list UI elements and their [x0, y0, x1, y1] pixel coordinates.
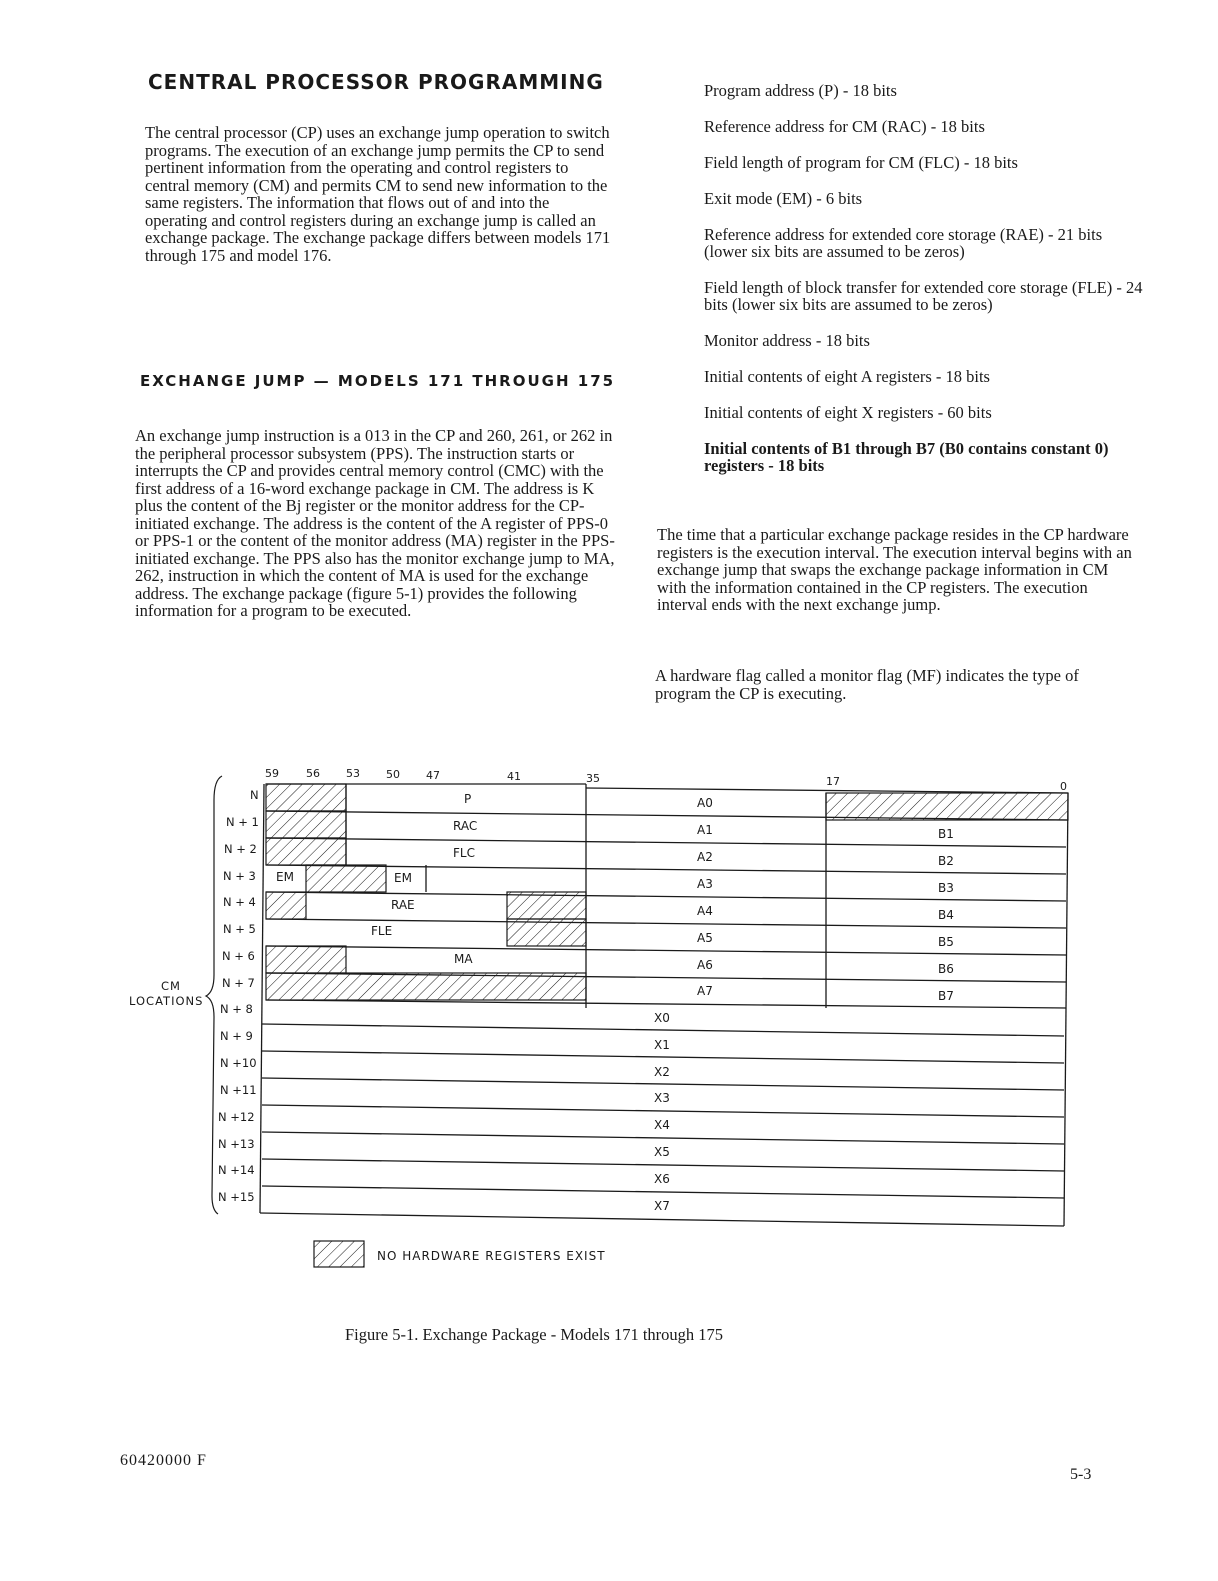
row-label: N + 8 [220, 1002, 253, 1016]
unused-bits-region [266, 784, 346, 811]
a-register-label: A3 [697, 877, 713, 891]
row-label: N + 1 [226, 815, 259, 829]
bit-label: 41 [507, 770, 521, 783]
unused-bits-region [266, 973, 586, 1000]
figure-caption: Figure 5-1. Exchange Package - Models 171 through 175 [345, 1325, 724, 1344]
page-number: 5-3 [1070, 1466, 1092, 1483]
row-label: N +12 [218, 1110, 255, 1124]
section-title: EXCHANGE JUMP — MODELS 171 THROUGH 175 [140, 372, 616, 390]
a-register-label: A2 [697, 850, 713, 864]
a-register-label: A6 [697, 958, 713, 972]
field-label-ma: MA [454, 952, 473, 966]
side-label: LOCATIONS [129, 994, 204, 1008]
row-label: N + 4 [223, 895, 256, 909]
side-label: CM [161, 979, 181, 993]
b-register-label: B5 [938, 935, 954, 949]
info-item: Program address (P) - 18 bits [704, 81, 897, 100]
legend-hatch-swatch [314, 1241, 364, 1267]
info-item: Field length of block transfer for extended core storage (FLE) - 24 bits (lower six bits are assumed to be zeros) [704, 278, 1143, 314]
info-item: Initial contents of eight A registers - 18 bits [704, 367, 990, 386]
bit-label: 35 [586, 772, 600, 785]
a-register-label: A1 [697, 823, 713, 837]
unused-bits-region [266, 811, 346, 838]
unused-bits-region [266, 892, 306, 919]
b-register-label: B1 [938, 827, 954, 841]
bit-label: 56 [306, 767, 320, 780]
row-label: N + 6 [222, 949, 255, 963]
field-label-fle: FLE [371, 924, 393, 938]
bit-label: 17 [826, 775, 840, 788]
row-label: N +13 [218, 1137, 255, 1151]
bit-label: 47 [426, 769, 440, 782]
document-number: 60420000 F [120, 1452, 207, 1469]
unused-bits-region [306, 865, 386, 892]
b-register-label: B4 [938, 908, 954, 922]
x-register-label: X1 [654, 1038, 670, 1052]
info-item: Field length of program for CM (FLC) - 18 bits [704, 153, 1018, 172]
legend-label: NO HARDWARE REGISTERS EXIST [377, 1249, 606, 1263]
bit-label: 50 [386, 768, 400, 781]
a-register-label: A4 [697, 904, 713, 918]
execution-interval-paragraph: The time that a particular exchange package resides in the CP hardware registers is the execution interval. The execution interval begins with an exchange jump that swaps the exchange package information in CM with the information contained in the CP registers. The execution interval ends with the next exchange jump. [657, 525, 1132, 614]
field-label-rac: RAC [453, 819, 478, 833]
x-register-label: X3 [654, 1091, 670, 1105]
row-label: N +11 [220, 1083, 257, 1097]
row-label: N +15 [218, 1190, 255, 1204]
row-label: N +10 [220, 1056, 257, 1070]
info-item: Reference address for CM (RAC) - 18 bits [704, 117, 985, 136]
x-register-label: X6 [654, 1172, 670, 1186]
b-register-label: B7 [938, 989, 954, 1003]
exchange-jump-paragraph: An exchange jump instruction is a 013 in the CP and 260, 261, or 262 in the peripheral processor subsystem (PPS). The instruction starts or interrupts the CP and provides central memory control (CMC) with the first address of a 16-word exchange package in CM. The address is K plus the content of the Bj register or the monitor address for the CP-initiated exchange. The address is the content of the A register of PPS-0 or PPS-1 or the content of the monitor address (MA) register in the PPS-initiated exchange. The PPS also has the monitor exchange jump to MA, 262, instruction in which the content of MA is used for the exchange address. The exchange package (figure 5-1) provides the following information for a program to be executed. [135, 426, 615, 620]
b-register-label: B2 [938, 854, 954, 868]
field-label-p: P [464, 792, 472, 806]
row-label: N +14 [218, 1163, 255, 1177]
a-register-label: A5 [697, 931, 713, 945]
row-label: N [250, 788, 259, 802]
a-register-label: A7 [697, 984, 713, 998]
row-label: N + 2 [224, 842, 257, 856]
info-item: Monitor address - 18 bits [704, 331, 870, 350]
unused-bits-region [266, 946, 346, 973]
page-title: CENTRAL PROCESSOR PROGRAMMING [148, 70, 604, 94]
info-item: Initial contents of eight X registers - 60 bits [704, 403, 992, 422]
x-register-label: X2 [654, 1065, 670, 1079]
field-label-flc: FLC [453, 846, 475, 860]
x-register-label: X4 [654, 1118, 670, 1132]
row-label: N + 5 [223, 922, 256, 936]
field-label-rae: RAE [391, 898, 415, 912]
x-register-label: X5 [654, 1145, 670, 1159]
row-label: N + 7 [222, 976, 255, 990]
field-label-em: EM [276, 870, 294, 884]
info-item: Initial contents of B1 through B7 (B0 contains constant 0) registers - 18 bits [704, 439, 1109, 475]
intro-paragraph: The central processor (CP) uses an exchange jump operation to switch programs. The execution of an exchange jump permits the CP to send pertinent information from the operating and control registers to central memory (CM) and permits CM to send new information to the same registers. The information that flows out of and into the operating and control registers during an exchange jump is called an exchange package. The exchange package differs between models 171 through 175 and model 176. [145, 123, 611, 265]
row-label: N + 9 [220, 1029, 253, 1043]
bit-label: 53 [346, 767, 360, 780]
monitor-flag-paragraph: A hardware flag called a monitor flag (MF) indicates the type of program the CP is executing. [655, 666, 1079, 703]
info-item: Exit mode (EM) - 6 bits [704, 189, 863, 208]
row-label: N + 3 [223, 869, 256, 883]
x-register-label: X7 [654, 1199, 670, 1213]
bit-label: 0 [1060, 780, 1067, 793]
b-register-label: B6 [938, 962, 954, 976]
x-register-label: X0 [654, 1011, 670, 1025]
info-item: Reference address for extended core storage (RAE) - 21 bits (lower six bits are assumed to be zeros) [704, 225, 1103, 261]
bit-label: 59 [265, 767, 279, 780]
unused-bits-region [266, 838, 346, 865]
b-register-label: B3 [938, 881, 954, 895]
a-register-label: A0 [697, 796, 713, 810]
field-label-em: EM [394, 871, 412, 885]
unused-bits-region [826, 793, 1068, 820]
